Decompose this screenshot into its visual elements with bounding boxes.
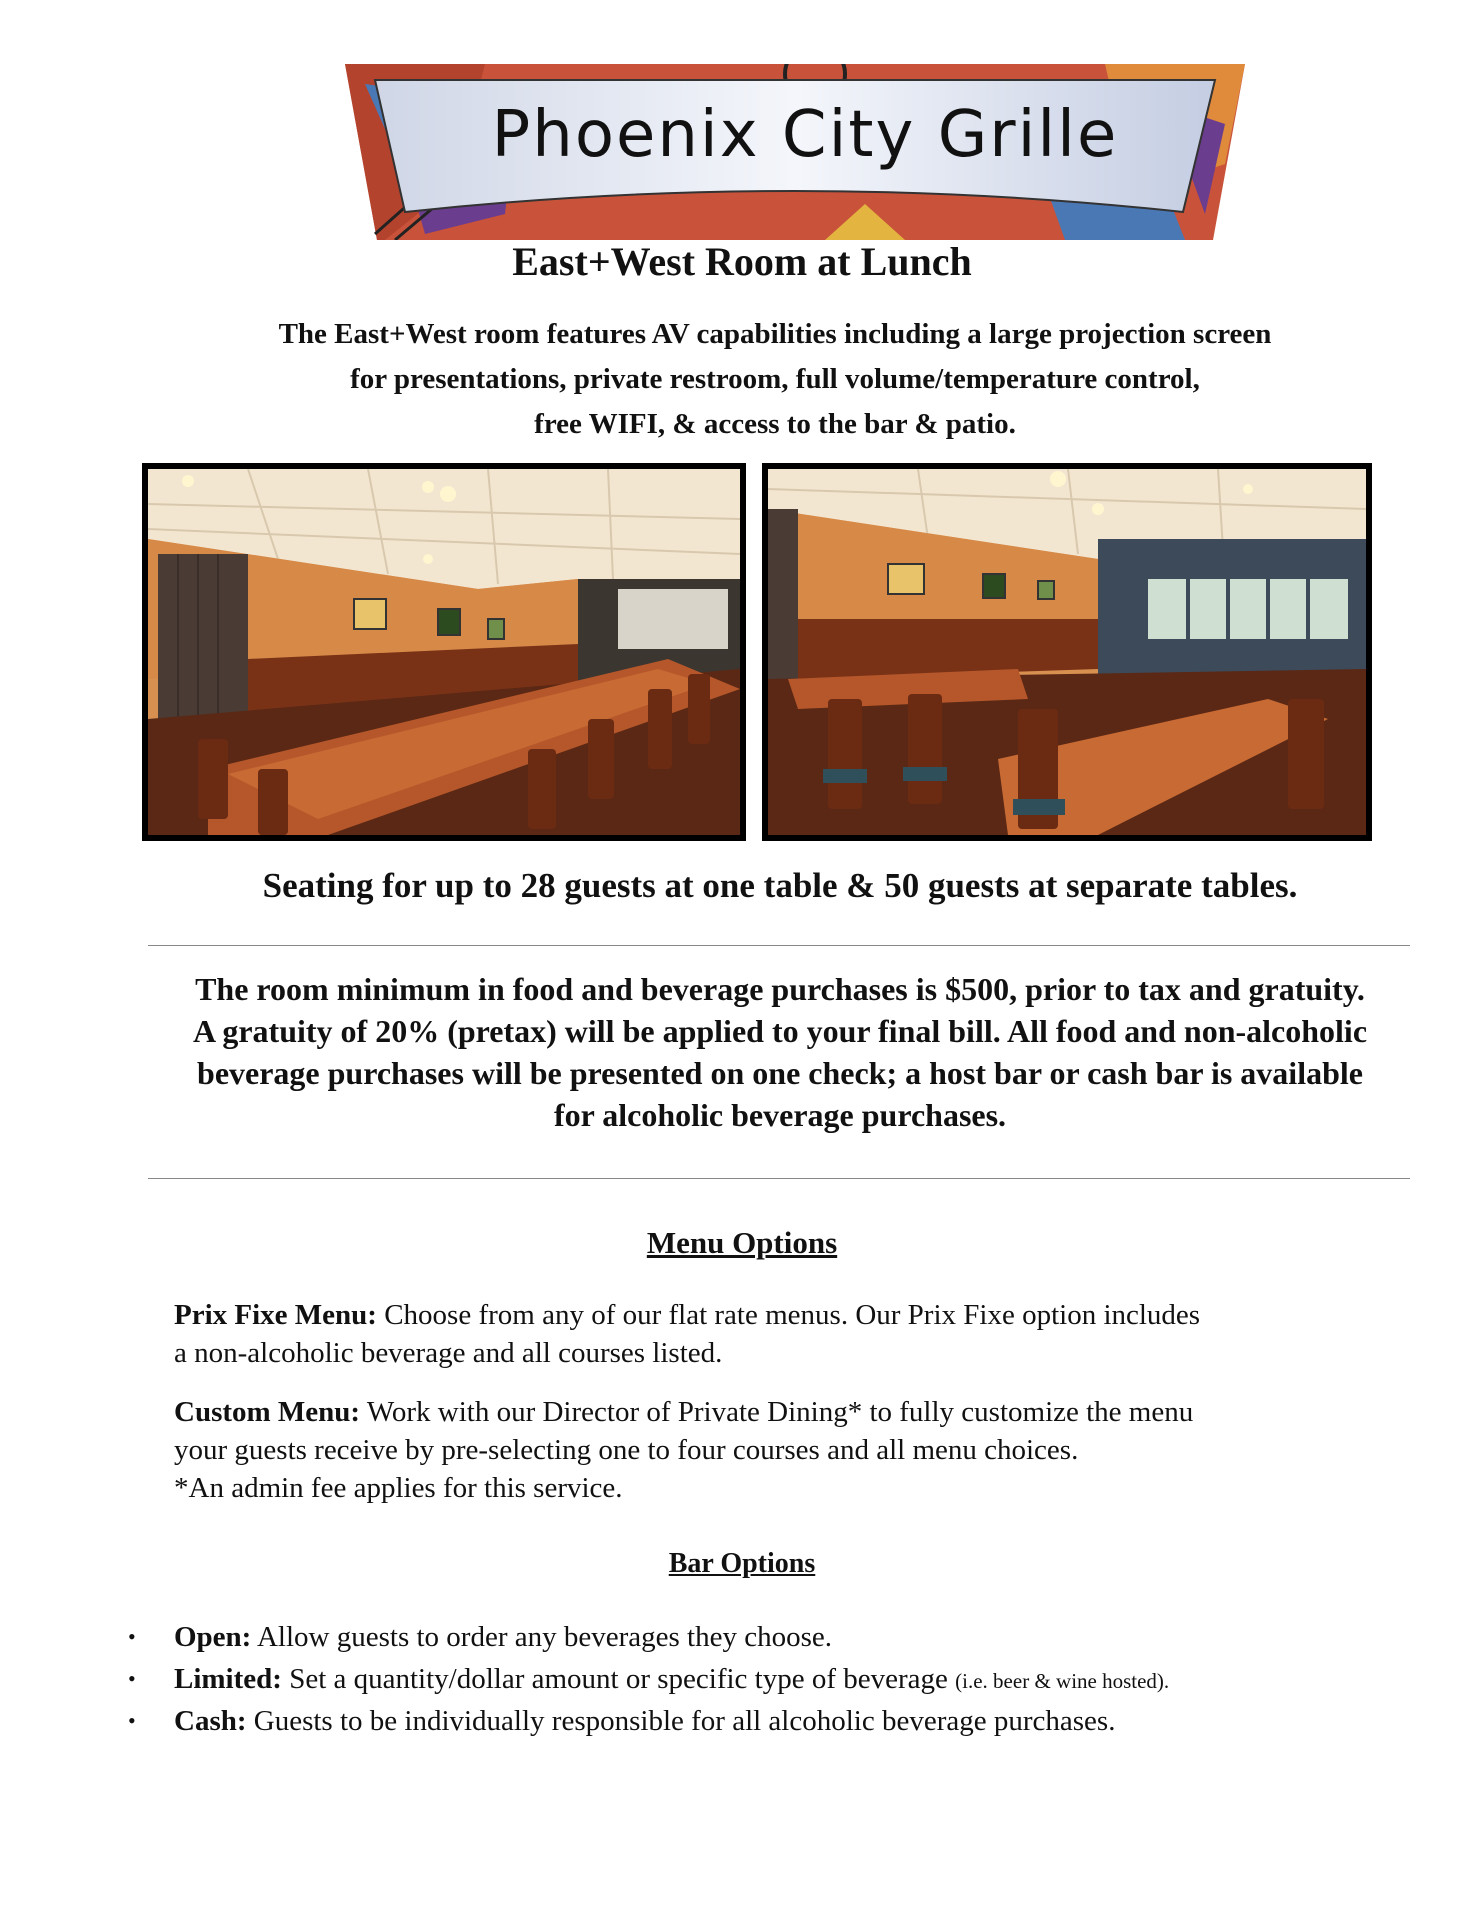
- bar-option-text: Allow guests to order any beverages they choose.: [251, 1621, 832, 1653]
- bar-option-note: (i.e. beer & wine hosted).: [955, 1669, 1170, 1693]
- bar-option-label: Limited:: [174, 1663, 282, 1695]
- bar-option-label: Cash:: [174, 1705, 247, 1737]
- prix-fixe-label: Prix Fixe Menu:: [174, 1299, 377, 1331]
- page-title: East+West Room at Lunch: [512, 239, 972, 284]
- divider: [148, 1178, 1410, 1179]
- menu-options-heading: Menu Options: [646, 1225, 838, 1260]
- bullet-icon: •: [128, 1708, 136, 1733]
- divider: [148, 945, 1410, 946]
- policy-line: beverage purchases will be presented on one check; a host bar or cash bar is available: [197, 1055, 1363, 1091]
- restaurant-logo: [345, 64, 1245, 240]
- logo-text: Phoenix City Grille: [491, 98, 1119, 172]
- room-policy: [150, 968, 1410, 1136]
- bar-option-text: Guests to be individually responsible for all alcoholic beverage purchases.: [246, 1705, 1116, 1737]
- list-item: [128, 1700, 1378, 1742]
- custom-menu-footnote: *An admin fee applies for this service.: [174, 1472, 623, 1504]
- bar-options-heading: Bar Options: [668, 1548, 816, 1579]
- bullet-icon: •: [128, 1666, 136, 1691]
- list-item: [128, 1616, 1378, 1658]
- custom-menu-text: Work with our Director of Private Dining* to fully customize the menu: [360, 1396, 1194, 1428]
- bar-option-text: Set a quantity/dollar amount or specific type of beverage: [281, 1663, 956, 1695]
- prix-fixe-description: [174, 1296, 1354, 1372]
- policy-line: for alcoholic beverage purchases.: [553, 1097, 1007, 1133]
- bar-option-label: Open:: [174, 1621, 252, 1653]
- list-item: [128, 1658, 1378, 1700]
- room-photo-banquet: [142, 463, 746, 841]
- custom-menu-text: your guests receive by pre-selecting one to four courses and all menu choices.: [174, 1434, 1079, 1466]
- policy-line: A gratuity of 20% (pretax) will be applied to your final bill. All food and non-alcoholic: [192, 1013, 1368, 1049]
- bar-options-list: [128, 1616, 1378, 1742]
- features-line: The East+West room features AV capabilities including a large projection screen: [278, 318, 1272, 350]
- policy-line: The room minimum in food and beverage purchases is $500, prior to tax and gratuity.: [195, 971, 1365, 1007]
- bullet-icon: •: [128, 1624, 136, 1649]
- prix-fixe-text: Choose from any of our flat rate menus. Our Prix Fixe option includes: [376, 1299, 1201, 1331]
- room-features: [220, 312, 1330, 447]
- seating-capacity: Seating for up to 28 guests at one table & 50 guests at separate tables.: [262, 866, 1298, 905]
- features-line: for presentations, private restroom, full volume/temperature control,: [350, 363, 1200, 395]
- custom-menu-description: [174, 1393, 1354, 1507]
- room-photo-tables: [762, 463, 1372, 841]
- features-line: free WIFI, & access to the bar & patio.: [534, 408, 1016, 440]
- custom-menu-label: Custom Menu:: [174, 1396, 361, 1428]
- prix-fixe-text: a non-alcoholic beverage and all courses listed.: [174, 1337, 723, 1369]
